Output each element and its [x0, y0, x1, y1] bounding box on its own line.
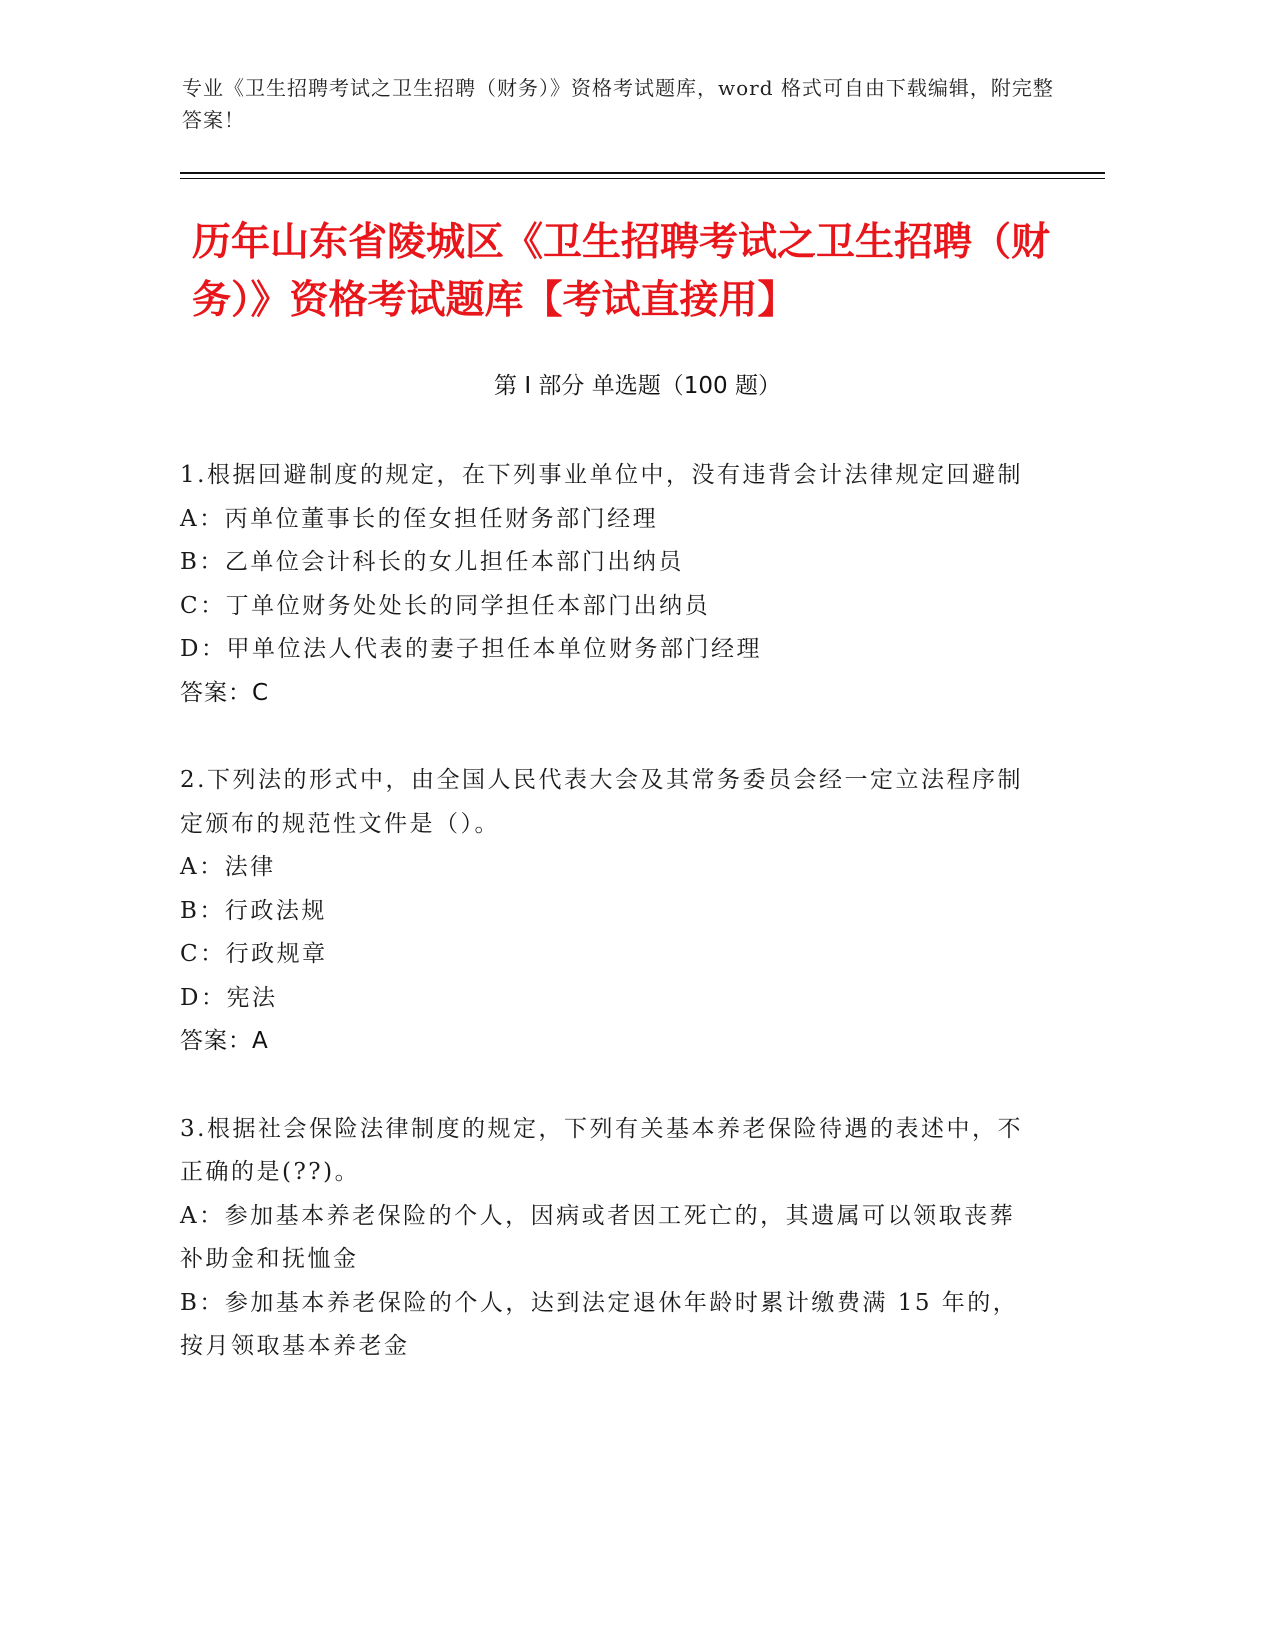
- answer: 答案：A: [180, 1028, 269, 1054]
- section-title: 第 I 部分 单选题（100 题）: [494, 373, 781, 399]
- question-2: [180, 759, 1030, 1064]
- option-b: B：乙单位会计科长的女儿担任本部门出纳员: [180, 549, 684, 575]
- option-b: B：行政法规: [180, 897, 327, 924]
- option-c: C：丁单位财务处处长的同学担任本部门出纳员: [180, 592, 711, 619]
- header-note: 专业《卫生招聘考试之卫生招聘（财务）》资格考试题库，word 格式可自由下载编辑，附完整答案！: [182, 76, 1054, 132]
- header-rule-thick: [180, 172, 1105, 174]
- option-c: C：行政规章: [180, 941, 328, 967]
- question-1: [180, 454, 1030, 715]
- question-stem: 1.根据回避制度的规定，在下列事业单位中，没有违背会计法律规定回避制: [180, 462, 1023, 488]
- question-stem: 2.下列法的形式中，由全国人民代表大会及其常务委员会经一定立法程序制定颁布的规范性文件是（）。: [180, 767, 1023, 837]
- answer: 答案：C: [180, 679, 270, 706]
- question-list: [180, 454, 1030, 1413]
- header-rule-thin: [180, 178, 1105, 179]
- question-stem: 3.根据社会保险法律制度的规定，下列有关基本养老保险待遇的表述中，不正确的是(??)。: [180, 1115, 1023, 1185]
- option-a: A：丙单位董事长的侄女担任财务部门经理: [180, 505, 659, 532]
- option-a: A：法律: [180, 854, 276, 880]
- option-b: B：参加基本养老保险的个人，达到法定退休年龄时累计缴费满 15 年的，按月领取基本养老金: [180, 1289, 1019, 1359]
- question-3: [180, 1108, 1030, 1369]
- option-d: D：宪法: [180, 984, 278, 1011]
- option-a: A：参加基本养老保险的个人，因病或者因工死亡的，其遗属可以领取丧葬补助金和抚恤金: [180, 1202, 1016, 1272]
- option-d: D：甲单位法人代表的妻子担任本单位财务部门经理: [180, 636, 762, 662]
- document-title: 历年山东省陵城区《卫生招聘考试之卫生招聘（财务）》资格考试题库【考试直接用】: [192, 220, 1051, 323]
